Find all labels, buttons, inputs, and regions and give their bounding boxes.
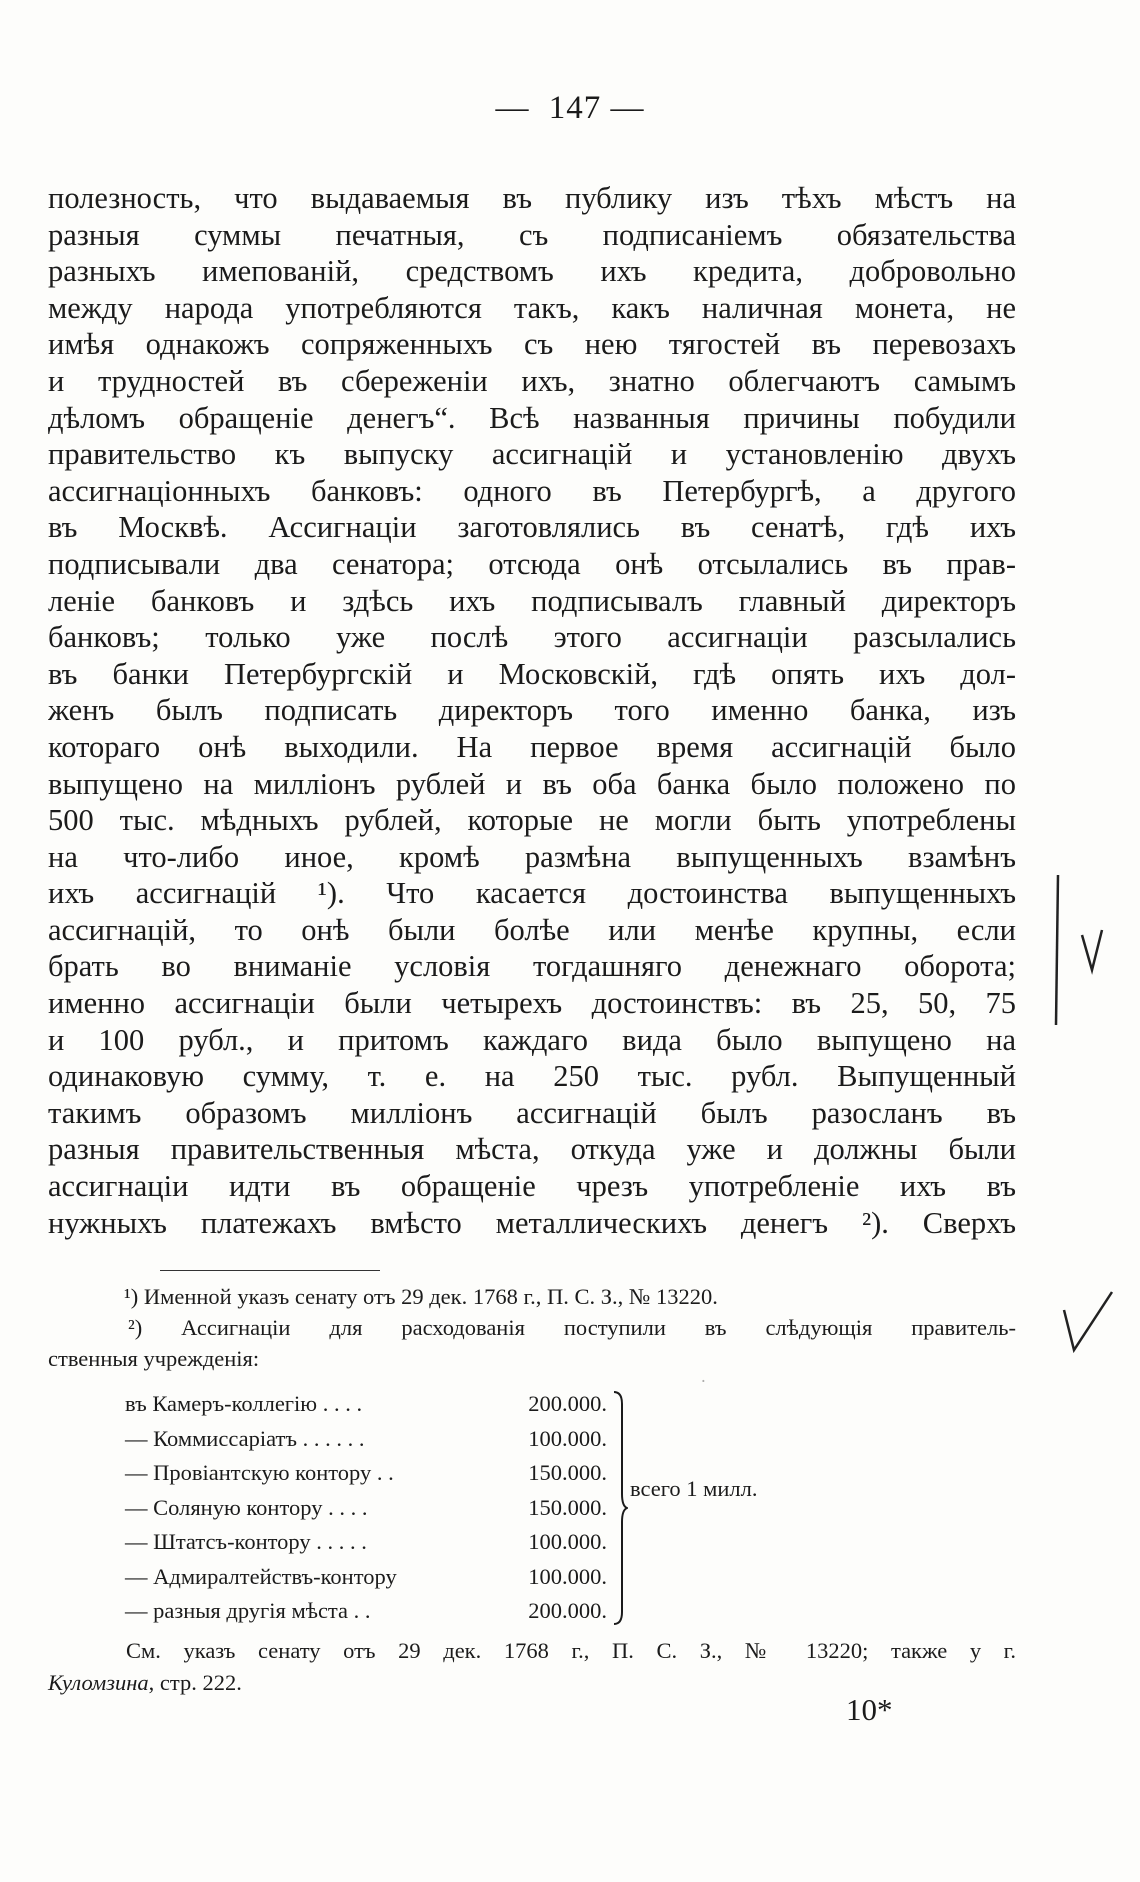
text-line: нужныхъ платежахъ вмѣсто металлическихъ денегъ ²). Сверхъ [48,1205,1016,1240]
allocation-row [125,1387,625,1422]
reference-line-2 [48,1667,242,1699]
allocation-row [125,1491,625,1526]
text-line: разныя суммы печатныя, съ подписаніемъ обязательства [48,217,1016,252]
footnote-2-line-1: ²) Ассигнаціи для расходованія поступили въ слѣдующія правитель- [128,1315,1016,1340]
text-line: и 100 рубл., и притомъ каждаго вида было выпущено на [48,1022,1016,1057]
allocation-recipient: — Коммиссаріатъ . . . . . . [125,1425,365,1451]
allocation-list [125,1387,625,1629]
main-text [48,180,1016,1241]
allocation-amount: 200.000. [528,1598,607,1623]
allocation-amount: 100.000. [528,1425,607,1451]
page-header [0,90,1140,127]
allocation-amount: 100.000. [528,1529,607,1554]
reference-author: Куломзина [48,1670,149,1695]
allocation-amount: 200.000. [528,1391,607,1416]
allocation-total: всего 1 милл. [630,1476,758,1501]
text-line: имѣя однакожъ сопряженныхъ съ нею тягостей въ перевозахъ [48,327,1016,362]
text-line: дѣломъ обращеніе денегъ“. Всѣ названныя причины побудили [48,400,1016,435]
right-brace-icon [612,1390,628,1626]
text-line: женъ былъ подписать директоръ того именно банка, изъ [48,693,1016,728]
allocation-recipient: — Штатсъ-контору . . . . . [125,1529,367,1554]
text-line: одинаковую сумму, т. е. на 250 тыс. рубл. Выпущенный [48,1059,1016,1094]
text-line: леніе банковъ и здѣсь ихъ подписывалъ главный директоръ [48,583,1016,618]
page-number: 147 [548,90,602,126]
allocation-row [125,1560,625,1595]
text-line: правительство къ выпуску ассигнацій и установленію двухъ [48,437,1016,472]
allocation-row [125,1594,625,1629]
reference-line-1: См. указъ сенату отъ 29 дек. 1768 г., П. С. З., № 13220; также у г. [126,1638,1016,1663]
allocation-amount: 150.000. [528,1494,607,1520]
text-line: именно ассигнаціи были четырехъ достоинствъ: въ 25, 50, 75 [48,986,1016,1021]
allocation-row [125,1422,625,1457]
bleed-through-mark: ˙ [700,1376,707,1398]
text-line: на что-либо иное, кромѣ размѣна выпущенныхъ взамѣнъ [48,839,1016,874]
text-line: полезность, что выдаваемыя въ публику изъ тѣхъ мѣстъ на [48,181,1016,215]
text-line: между народа употребляются такъ, какъ наличная монета, не [48,290,1016,325]
text-line: ихъ ассигнацій ¹). Что касается достоинства выпущенныхъ [48,876,1016,911]
allocation-recipient: въ Камеръ-коллегію . . . . [125,1391,363,1416]
margin-pencil-mark-icon [1052,875,1112,1035]
allocation-recipient: — разныя другія мѣста . . [125,1598,371,1623]
text-line: банковъ; только уже послѣ этого ассигнаціи разсылались [48,620,1016,655]
text-line: брать во вниманіе условія тогдашняго денежнаго оборота; [48,949,1016,984]
footnote-1: ¹) Именной указъ сенату отъ 29 дек. 1768 г., П. С. З., № 13220. [124,1284,718,1309]
allocation-recipient: — Адмиралтействъ-контору [125,1563,397,1589]
text-line: выпущено на милліонъ рублей и въ оба банка было положено по [48,766,1016,801]
text-line: ассигнаціонныхъ банковъ: одного въ Петербургѣ, а другого [48,473,1016,508]
allocation-recipient: — Провіантскую контору . . [125,1460,394,1485]
text-line: разныхъ имепованій, средствомъ ихъ кредита, добровольно [48,254,1016,289]
margin-check-mark-icon [1058,1288,1118,1358]
text-line: подписывали два сенатора; отсюда онѣ отсылались въ прав- [48,546,1016,581]
header-dash-left: — [495,90,530,126]
allocation-amount: 150.000. [528,1460,607,1485]
footnote-rule [160,1270,380,1271]
reference-page: , стр. 222. [148,1670,242,1695]
text-line: ассигнаціи идти въ обращеніе чрезъ употребленіе ихъ въ [48,1169,1016,1204]
text-line: ассигнацій, то онѣ были болѣе или менѣе крупны, если [48,912,1016,947]
text-line: разныя правительственныя мѣста, откуда уже и должны были [48,1132,1016,1167]
text-line: 500 тыс. мѣдныхъ рублей, которые не могли быть употреблены [48,803,1016,838]
text-line: котораго онѣ выходили. На первое время ассигнацій было [48,729,1016,764]
footnotes [48,1281,1016,1374]
header-dash-right: — [610,90,645,126]
allocation-row [125,1456,625,1491]
text-line: такимъ образомъ милліонъ ассигнацій былъ разосланъ въ [48,1095,1016,1130]
printer-signature-mark: 10* [846,1692,893,1727]
text-line: въ Москвѣ. Ассигнаціи заготовлялись въ сенатѣ, гдѣ ихъ [48,510,1016,545]
allocation-row [125,1525,625,1560]
allocation-recipient: — Соляную контору . . . . [125,1494,368,1520]
footnote-2-line-2: ственныя учрежденія: [48,1346,260,1371]
text-line: въ банки Петербургскій и Московскій, гдѣ опять ихъ дол- [48,656,1016,691]
text-line: и трудностей въ сбереженіи ихъ, знатно облегчаютъ самымъ [48,363,1016,398]
allocation-amount: 100.000. [528,1563,607,1589]
